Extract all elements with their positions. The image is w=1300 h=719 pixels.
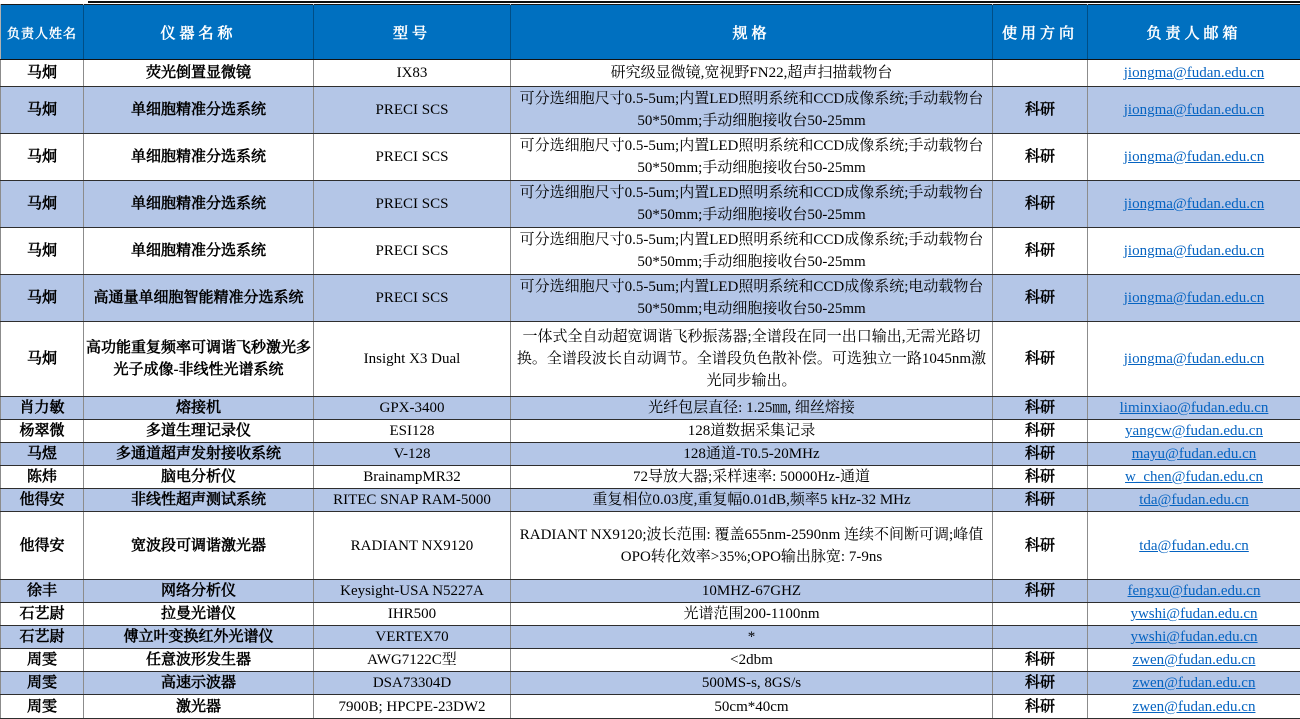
responsible-email-cell bbox=[1088, 134, 1300, 181]
usage-direction-cell: 科研 bbox=[993, 489, 1088, 512]
email-link[interactable]: jiongma@fudan.edu.cn bbox=[1123, 65, 1265, 81]
email-link[interactable]: tda@fudan.edu.cn bbox=[1139, 537, 1249, 554]
email-link[interactable]: w_chen@fudan.edu.cn bbox=[1125, 469, 1263, 485]
responsible-name-cell: 石艺尉 bbox=[1, 626, 84, 649]
model-cell: IX83 bbox=[314, 60, 511, 87]
usage-direction-cell: 科研 bbox=[993, 443, 1088, 466]
instrument-name-cell: 单细胞精准分选系统 bbox=[84, 228, 314, 275]
responsible-email-cell bbox=[1088, 512, 1300, 580]
responsible-name-cell: 周雯 bbox=[1, 695, 84, 719]
instrument-name-cell: 多道生理记录仪 bbox=[84, 420, 314, 443]
responsible-email-cell bbox=[1088, 489, 1300, 512]
table-row bbox=[1, 603, 1300, 626]
instrument-name-cell: 单细胞精准分选系统 bbox=[84, 87, 314, 134]
email-link[interactable]: jiongma@fudan.edu.cn bbox=[1123, 351, 1265, 367]
column-header-responsible-email: 负责人邮箱 bbox=[1088, 5, 1300, 60]
responsible-name-cell: 马炯 bbox=[1, 275, 84, 322]
spec-cell: 可分选细胞尺寸0.5-5um;内置LED照明系统和CCD成像系统;手动载物台50*50mm;手动细胞接收台50-25mm bbox=[511, 228, 993, 275]
model-cell: PRECI SCS bbox=[314, 181, 511, 228]
instrument-name-cell: 多通道超声发射接收系统 bbox=[84, 443, 314, 466]
usage-direction-cell: 科研 bbox=[993, 322, 1088, 397]
responsible-email-cell bbox=[1088, 466, 1300, 489]
table-row bbox=[1, 626, 1300, 649]
responsible-email-cell bbox=[1088, 603, 1300, 626]
model-cell: PRECI SCS bbox=[314, 134, 511, 181]
instrument-name-cell: 高通量单细胞智能精准分选系统 bbox=[84, 275, 314, 322]
model-cell: IHR500 bbox=[314, 603, 511, 626]
responsible-name-cell: 马炯 bbox=[1, 134, 84, 181]
instrument-name-cell: 激光器 bbox=[84, 695, 314, 719]
table-row bbox=[1, 134, 1300, 181]
instrument-name-cell: 非线性超声测试系统 bbox=[84, 489, 314, 512]
model-cell: RADIANT NX9120 bbox=[314, 512, 511, 580]
usage-direction-cell: 科研 bbox=[993, 420, 1088, 443]
responsible-name-cell: 肖力敏 bbox=[1, 397, 84, 420]
usage-direction-cell: 科研 bbox=[993, 466, 1088, 489]
table-row bbox=[1, 489, 1300, 512]
instrument-name-cell: 网络分析仪 bbox=[84, 580, 314, 603]
email-link[interactable]: zwen@fudan.edu.cn bbox=[1132, 675, 1256, 691]
usage-direction-cell: 科研 bbox=[993, 275, 1088, 322]
table-row bbox=[1, 87, 1300, 134]
responsible-email-cell bbox=[1088, 649, 1300, 672]
model-cell: VERTEX70 bbox=[314, 626, 511, 649]
instrument-name-cell: 宽波段可调谐激光器 bbox=[84, 512, 314, 580]
model-cell: AWG7122C型 bbox=[314, 649, 511, 672]
usage-direction-cell bbox=[993, 60, 1088, 87]
instrument-name-cell: 单细胞精准分选系统 bbox=[84, 134, 314, 181]
responsible-name-cell: 马炯 bbox=[1, 322, 84, 397]
model-cell: Insight X3 Dual bbox=[314, 322, 511, 397]
responsible-name-cell: 他得安 bbox=[1, 512, 84, 580]
table-row bbox=[1, 60, 1300, 87]
model-cell: Keysight-USA N5227A bbox=[314, 580, 511, 603]
email-link[interactable]: zwen@fudan.edu.cn bbox=[1132, 698, 1256, 715]
spec-cell: * bbox=[511, 626, 993, 649]
responsible-name-cell: 石艺尉 bbox=[1, 603, 84, 626]
email-link[interactable]: tda@fudan.edu.cn bbox=[1139, 492, 1249, 508]
model-cell: GPX-3400 bbox=[314, 397, 511, 420]
table-row bbox=[1, 228, 1300, 275]
responsible-name-cell: 周雯 bbox=[1, 672, 84, 695]
spec-cell: 重复相位0.03度,重复幅0.01dB,频率5 kHz-32 MHz bbox=[511, 489, 993, 512]
spec-cell: 研究级显微镜,宽视野FN22,超声扫描载物台 bbox=[511, 60, 993, 87]
instrument-table bbox=[0, 4, 1300, 719]
column-header-usage-direction: 使用方向 bbox=[993, 5, 1088, 60]
email-link[interactable]: zwen@fudan.edu.cn bbox=[1132, 652, 1256, 668]
responsible-name-cell: 徐丰 bbox=[1, 580, 84, 603]
responsible-email-cell bbox=[1088, 228, 1300, 275]
spec-cell: 500MS-s, 8GS/s bbox=[511, 672, 993, 695]
table-row bbox=[1, 181, 1300, 228]
column-header-model: 型号 bbox=[314, 5, 511, 60]
model-cell: DSA73304D bbox=[314, 672, 511, 695]
responsible-name-cell: 陈炜 bbox=[1, 466, 84, 489]
instrument-name-cell: 荧光倒置显微镜 bbox=[84, 60, 314, 87]
email-link[interactable]: yangcw@fudan.edu.cn bbox=[1125, 423, 1263, 439]
email-link[interactable]: jiongma@fudan.edu.cn bbox=[1123, 149, 1265, 165]
responsible-email-cell bbox=[1088, 695, 1300, 719]
table-row bbox=[1, 672, 1300, 695]
usage-direction-cell: 科研 bbox=[993, 695, 1088, 719]
responsible-name-cell: 马煜 bbox=[1, 443, 84, 466]
model-cell: V-128 bbox=[314, 443, 511, 466]
responsible-name-cell: 杨翠微 bbox=[1, 420, 84, 443]
spec-cell: 10MHZ-67GHZ bbox=[511, 580, 993, 603]
usage-direction-cell: 科研 bbox=[993, 512, 1088, 580]
top-strip bbox=[0, 0, 1300, 4]
usage-direction-cell: 科研 bbox=[993, 649, 1088, 672]
usage-direction-cell: 科研 bbox=[993, 181, 1088, 228]
instrument-name-cell: 单细胞精准分选系统 bbox=[84, 181, 314, 228]
model-cell: PRECI SCS bbox=[314, 87, 511, 134]
email-link[interactable]: jiongma@fudan.edu.cn bbox=[1123, 102, 1265, 118]
instrument-name-cell: 高速示波器 bbox=[84, 672, 314, 695]
responsible-name-cell: 马炯 bbox=[1, 87, 84, 134]
responsible-email-cell bbox=[1088, 580, 1300, 603]
email-link[interactable]: jiongma@fudan.edu.cn bbox=[1123, 243, 1265, 259]
table-row bbox=[1, 397, 1300, 420]
model-cell: PRECI SCS bbox=[314, 275, 511, 322]
responsible-email-cell bbox=[1088, 322, 1300, 397]
responsible-email-cell bbox=[1088, 397, 1300, 420]
spec-cell: 一体式全自动超宽调谐飞秒振荡器;全谱段在同一出口输出,无需光路切换。全谱段波长自动调节。全谱段负色散补偿。可选独立一路1045nm激光同步输出。 bbox=[511, 322, 993, 397]
responsible-email-cell bbox=[1088, 60, 1300, 87]
table-row bbox=[1, 420, 1300, 443]
model-cell: PRECI SCS bbox=[314, 228, 511, 275]
spec-cell: <2dbm bbox=[511, 649, 993, 672]
spec-cell: 50cm*40cm bbox=[511, 695, 993, 719]
instrument-name-cell: 傅立叶变换红外光谱仪 bbox=[84, 626, 314, 649]
column-header-instrument-name: 仪器名称 bbox=[84, 5, 314, 60]
responsible-email-cell bbox=[1088, 420, 1300, 443]
spec-cell: 128道数据采集记录 bbox=[511, 420, 993, 443]
usage-direction-cell bbox=[993, 603, 1088, 626]
spec-cell: 128通道-T0.5-20MHz bbox=[511, 443, 993, 466]
spec-cell: 可分选细胞尺寸0.5-5um;内置LED照明系统和CCD成像系统;手动载物台50*50mm;手动细胞接收台50-25mm bbox=[511, 134, 993, 181]
header-row bbox=[1, 5, 1300, 60]
table-row bbox=[1, 695, 1300, 719]
usage-direction-cell: 科研 bbox=[993, 87, 1088, 134]
usage-direction-cell: 科研 bbox=[993, 580, 1088, 603]
column-header-spec: 规格 bbox=[511, 5, 993, 60]
usage-direction-cell: 科研 bbox=[993, 672, 1088, 695]
table-row bbox=[1, 466, 1300, 489]
table-row bbox=[1, 649, 1300, 672]
responsible-email-cell bbox=[1088, 87, 1300, 134]
model-cell: BrainampMR32 bbox=[314, 466, 511, 489]
column-header-responsible-name: 负责人姓名 bbox=[1, 5, 84, 60]
table-row bbox=[1, 580, 1300, 603]
responsible-name-cell: 马炯 bbox=[1, 181, 84, 228]
email-link[interactable]: jiongma@fudan.edu.cn bbox=[1123, 290, 1265, 306]
spec-cell: 可分选细胞尺寸0.5-5um;内置LED照明系统和CCD成像系统;手动载物台50*50mm;手动细胞接收台50-25mm bbox=[511, 181, 993, 228]
table-row bbox=[1, 275, 1300, 322]
responsible-name-cell: 他得安 bbox=[1, 489, 84, 512]
top-border-line bbox=[88, 1, 1300, 3]
responsible-name-cell: 周雯 bbox=[1, 649, 84, 672]
table-row bbox=[1, 512, 1300, 580]
email-link[interactable]: fengxu@fudan.edu.cn bbox=[1127, 583, 1261, 599]
model-cell: ESI128 bbox=[314, 420, 511, 443]
instrument-name-cell: 熔接机 bbox=[84, 397, 314, 420]
email-link[interactable]: ywshi@fudan.edu.cn bbox=[1130, 606, 1258, 622]
usage-direction-cell: 科研 bbox=[993, 134, 1088, 181]
responsible-email-cell bbox=[1088, 626, 1300, 649]
email-link[interactable]: mayu@fudan.edu.cn bbox=[1131, 446, 1257, 462]
responsible-email-cell bbox=[1088, 672, 1300, 695]
responsible-email-cell bbox=[1088, 181, 1300, 228]
email-link[interactable]: liminxiao@fudan.edu.cn bbox=[1119, 400, 1269, 416]
spec-cell: 72导放大器;采样速率: 50000Hz-通道 bbox=[511, 466, 993, 489]
model-cell: 7900B; HPCPE-23DW2 bbox=[314, 695, 511, 719]
spec-cell: 光谱范围200-1100nm bbox=[511, 603, 993, 626]
table-row bbox=[1, 443, 1300, 466]
email-link[interactable]: ywshi@fudan.edu.cn bbox=[1130, 629, 1258, 645]
email-link[interactable]: jiongma@fudan.edu.cn bbox=[1123, 196, 1265, 212]
spec-cell: RADIANT NX9120;波长范围: 覆盖655nm-2590nm 连续不间断可调;峰值OPO转化效率>35%;OPO输出脉宽: 7-9ns bbox=[511, 512, 993, 580]
model-cell: RITEC SNAP RAM-5000 bbox=[314, 489, 511, 512]
spec-cell: 可分选细胞尺寸0.5-5um;内置LED照明系统和CCD成像系统;电动载物台50*50mm;电动细胞接收台50-25mm bbox=[511, 275, 993, 322]
instrument-name-cell: 脑电分析仪 bbox=[84, 466, 314, 489]
instrument-name-cell: 高功能重复频率可调谐飞秒激光多光子成像-非线性光谱系统 bbox=[84, 322, 314, 397]
table-row bbox=[1, 322, 1300, 397]
spec-cell: 光纤包层直径: 1.25㎜, 细丝熔接 bbox=[511, 397, 993, 420]
instrument-name-cell: 任意波形发生器 bbox=[84, 649, 314, 672]
responsible-name-cell: 马炯 bbox=[1, 228, 84, 275]
responsible-email-cell bbox=[1088, 275, 1300, 322]
usage-direction-cell: 科研 bbox=[993, 228, 1088, 275]
instrument-name-cell: 拉曼光谱仪 bbox=[84, 603, 314, 626]
spec-cell: 可分选细胞尺寸0.5-5um;内置LED照明系统和CCD成像系统;手动载物台50*50mm;手动细胞接收台50-25mm bbox=[511, 87, 993, 134]
responsible-name-cell: 马炯 bbox=[1, 60, 84, 87]
responsible-email-cell bbox=[1088, 443, 1300, 466]
usage-direction-cell bbox=[993, 626, 1088, 649]
usage-direction-cell: 科研 bbox=[993, 397, 1088, 420]
